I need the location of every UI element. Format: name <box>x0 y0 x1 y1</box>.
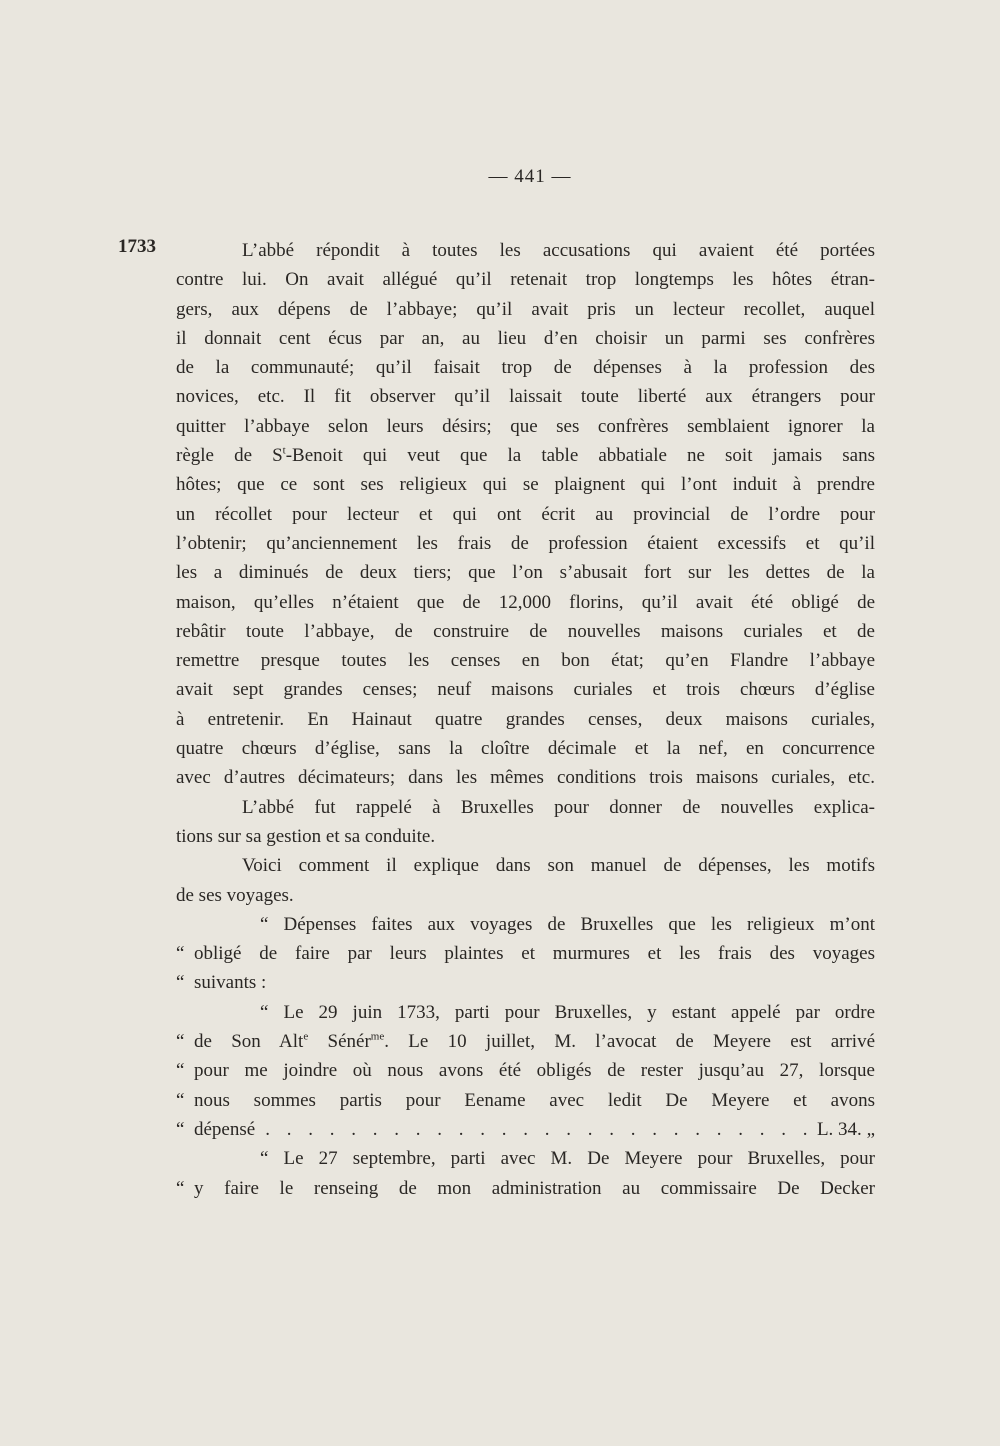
text-line: avec d’autres décimateurs; dans les mêmes conditions trois maisons curiales, etc. <box>176 767 875 789</box>
body-text <box>176 236 875 1203</box>
quote-mark: “ <box>176 943 185 965</box>
text-line: rebâtir toute l’abbaye, de construire de nouvelles maisons curiales et de <box>176 620 875 642</box>
text-line: L’abbé répondit à toutes les accusations qui avaient été portées <box>242 240 875 261</box>
quote-mark: “ <box>176 1177 185 1199</box>
ledger-entry <box>194 1115 875 1144</box>
ledger-amount: L. 34. <box>816 1118 862 1140</box>
quote-mark: “ <box>176 1031 185 1053</box>
text-line: gers, aux dépens de l’abbaye; qu’il avait pris un lecteur recollet, auquel <box>176 298 875 320</box>
superscript: me <box>370 1030 385 1043</box>
quote-line <box>176 939 875 968</box>
text-fragment: -Benoit qui veut que la table abbatiale ne soit jamais sans <box>285 445 875 467</box>
quote-mark: “ <box>176 972 185 994</box>
quote-text <box>260 910 875 939</box>
text-line: quitter l’abbaye selon leurs désirs; que ses confrères semblaient ignorer la <box>176 415 875 437</box>
quote-line <box>176 998 875 1027</box>
ledger-label: dépensé <box>194 1118 256 1140</box>
quote-line <box>176 1086 875 1115</box>
text-line: un récollet pour lecteur et qui ont écrit au provincial de l’ordre pour <box>176 503 875 525</box>
quote-line <box>176 1144 875 1173</box>
open-quote: “ <box>260 1001 269 1023</box>
text-line: Voici comment il explique dans son manuel de dépenses, les motifs <box>242 855 875 877</box>
quote-text <box>260 1144 875 1173</box>
text-line: il donnait cent écus par an, au lieu d’en choisir un parmi ses confrères <box>176 327 875 349</box>
text-line: contre lui. On avait allégué qu’il retenait trop longtemps les hôtes étran- <box>176 269 875 291</box>
text-line: de ses voyages. <box>176 884 294 906</box>
text-line: de la communauté; qu’il faisait trop de dépenses à la profession des <box>176 357 875 379</box>
superscript: e <box>303 1030 309 1043</box>
text-fragment: Sénér <box>308 1031 371 1053</box>
close-quote: „ <box>866 1118 875 1140</box>
text-line <box>176 441 875 470</box>
quote-line <box>176 1174 875 1203</box>
quote-text: nous sommes partis pour Eename avec ledit De Meyere et avons <box>194 1089 875 1111</box>
quote-text: obligé de faire par leurs plaintes et murmures et les frais des voyages <box>194 943 875 965</box>
open-quote: “ <box>260 1148 269 1170</box>
quote-text <box>260 998 875 1027</box>
quote-mark: “ <box>176 1118 185 1140</box>
text-line: quatre chœurs d’église, sans la cloître décimale et la nef, en concurrence <box>176 738 875 760</box>
text-fragment: . Le 10 juillet, M. l’avocat de Meyere est arrivé <box>384 1031 875 1053</box>
dot-leader <box>265 1115 807 1144</box>
text-line: L’abbé fut rappelé à Bruxelles pour donner de nouvelles explica- <box>242 796 875 818</box>
text-fragment: de Son Alt <box>194 1031 304 1053</box>
quote-text: y faire le renseing de mon administration au commissaire De Decker <box>194 1177 875 1199</box>
quote-mark: “ <box>176 1060 185 1082</box>
text-fragment: Le 29 juin 1733, parti pour Bruxelles, y estant appelé par ordre <box>283 1001 876 1023</box>
text-line: maison, qu’elles n’étaient que de 12,000 florins, qu’il avait été obligé de <box>176 591 875 613</box>
quote-mark: “ <box>176 1089 185 1111</box>
margin-year: 1733 <box>118 236 156 257</box>
quote-text: pour me joindre où nous avons été obligés de rester jusqu’au 27, lorsque <box>194 1060 875 1082</box>
page-number: — 441 — <box>488 166 572 187</box>
quote-line <box>176 1115 875 1144</box>
text-line: tions sur sa gestion et sa conduite. <box>176 825 436 847</box>
text-line: l’obtenir; qu’anciennement les frais de profession étaient excessifs et qu’il <box>176 532 875 554</box>
text-fragment: Le 27 septembre, parti avec M. De Meyere pour Bruxelles, pour <box>283 1148 875 1170</box>
text-fragment: Dépenses faites aux voyages de Bruxelles que les religieux m’ont <box>283 913 875 935</box>
superscript: t <box>282 444 286 457</box>
text-fragment: règle de S <box>176 445 283 467</box>
quote-line <box>176 968 875 997</box>
quote-line <box>176 1056 875 1085</box>
text-line: hôtes; que ce sont ses religieux qui se plaignent qui l’ont induit à prendre <box>176 474 875 496</box>
quote-text: suivants : <box>194 972 267 994</box>
quote-text <box>194 1027 875 1056</box>
text-line: avait sept grandes censes; neuf maisons curiales et trois chœurs d’église <box>176 679 875 701</box>
text-line: novices, etc. Il fit observer qu’il laissait toute liberté aux étrangers pour <box>176 386 875 408</box>
quote-line <box>176 1027 875 1056</box>
text-line: les a diminués de deux tiers; que l’on s’abusait fort sur les dettes de la <box>176 562 875 584</box>
text-line: à entretenir. En Hainaut quatre grandes censes, deux maisons curiales, <box>176 708 875 730</box>
open-quote: “ <box>260 913 269 935</box>
quote-line <box>176 910 875 939</box>
text-line: remettre presque toutes les censes en bon état; qu’en Flandre l’abbaye <box>176 650 875 672</box>
